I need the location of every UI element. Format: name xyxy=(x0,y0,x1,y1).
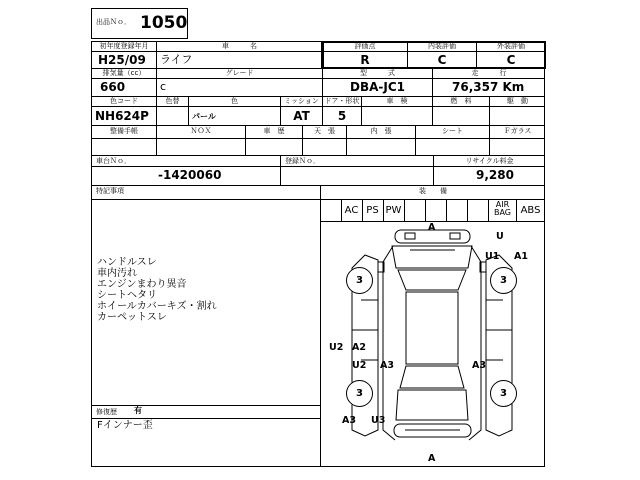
color-code-value: NH624P xyxy=(95,109,149,123)
remark-2: 車内汚れ xyxy=(97,268,137,279)
score-header: 評価点 xyxy=(354,42,376,50)
equipment-ac: AC xyxy=(344,205,359,216)
mark-left-a2: A2 xyxy=(352,342,366,353)
fglass-header: Ｆガラス xyxy=(503,127,532,135)
chassis-value: -1420060 xyxy=(158,168,222,182)
grade-header: グレード xyxy=(225,69,254,77)
manual-header: 整備手帳 xyxy=(110,127,138,135)
remark-1: ハンドルスレ xyxy=(97,257,157,268)
color-name-value: パール xyxy=(192,112,216,121)
wheel-front-right: 3 xyxy=(490,267,517,294)
equipment-abs: ABS xyxy=(520,205,541,216)
remark-6: カーペットスレ xyxy=(97,312,167,323)
score-value: R xyxy=(360,53,370,67)
remark-4: シートヘタリ xyxy=(97,290,157,301)
lot-number-value: 1050 xyxy=(140,13,188,33)
repair-label: 修復歴 xyxy=(96,408,117,416)
mark-right-a3: A3 xyxy=(472,360,486,371)
mark-front-bumper: A xyxy=(428,222,436,233)
lot-number-label: 出品Ｎｏ． xyxy=(96,18,131,26)
remark-5: ホイールカバーキズ・割れ xyxy=(97,301,217,312)
seat-header: シート xyxy=(442,127,463,135)
equipment-header: 装 備 xyxy=(419,187,447,195)
wheel-front-left: 3 xyxy=(346,267,373,294)
year-header: 初年度登録年月 xyxy=(99,42,149,50)
reg-header: 登録Ｎｏ． xyxy=(285,157,320,165)
transmission-header: ミッション xyxy=(284,97,319,105)
mark-right-u1: U1 xyxy=(485,251,500,262)
equipment-ps: PS xyxy=(366,205,379,216)
model-value: DBA-JC1 xyxy=(350,80,405,94)
doors-header: ドア・形状 xyxy=(324,97,360,105)
color-header: 色 xyxy=(231,97,238,105)
inspection-header: 車 検 xyxy=(386,97,408,105)
name-value: ライフ xyxy=(160,53,193,66)
color-tone-header: 色替 xyxy=(165,97,180,105)
fuel-header: 燃 料 xyxy=(450,97,472,105)
doors-value: 5 xyxy=(337,109,347,123)
model-header: 型 式 xyxy=(360,69,395,77)
wheel-rear-right: 3 xyxy=(490,380,517,407)
mark-rear-bumper: A xyxy=(428,453,436,464)
wheel-rear-left: 3 xyxy=(346,380,373,407)
recycle-value: 9,280 xyxy=(476,168,514,182)
equipment-airbag: AIR BAG xyxy=(493,200,512,217)
mark-rear-left-u3: U3 xyxy=(371,415,386,426)
remarks-header: 特記事項 xyxy=(96,187,124,195)
mileage-value: 76,357 Km xyxy=(452,80,525,94)
exterior-value: C xyxy=(506,53,516,67)
interior-header: 内装評価 xyxy=(428,42,456,50)
displacement-value: 660 xyxy=(100,80,126,94)
transmission-value: AT xyxy=(293,109,310,123)
year-value: H25/09 xyxy=(98,53,146,67)
name-header: 車 名 xyxy=(222,42,257,50)
mark-right-a1: A1 xyxy=(514,251,528,262)
mark-left-u2-outer: U2 xyxy=(329,342,344,353)
color-code-header: 色コード xyxy=(110,97,138,105)
mileage-header: 走 行 xyxy=(471,69,507,77)
grade-value: c xyxy=(160,80,167,93)
nox-header: ＮＯＸ xyxy=(190,127,212,135)
exterior-header: 外装評価 xyxy=(497,42,525,50)
recycle-header: リサイクル料金 xyxy=(465,157,514,165)
interior-value: C xyxy=(437,53,447,67)
mark-front-right-u: U xyxy=(496,231,504,242)
history-header: 車 歴 xyxy=(263,127,285,135)
drive-header: 駆 動 xyxy=(507,97,528,105)
repair-note: Fインナー歪 xyxy=(97,420,153,431)
repair-value: 有 xyxy=(134,406,142,415)
displacement-header: 排気量（cc） xyxy=(102,69,146,77)
mark-left-a3: A3 xyxy=(380,360,394,371)
sunroof-header: 天 張 xyxy=(314,127,335,135)
chassis-header: 車台Ｎｏ． xyxy=(96,157,131,165)
equipment-pw: PW xyxy=(385,205,402,216)
interior-cloth-header: 内 張 xyxy=(370,127,392,135)
mark-left-u2-inner: U2 xyxy=(352,360,367,371)
remark-3: エンジンまわり異音 xyxy=(97,279,187,290)
mark-rear-left-a3: A3 xyxy=(342,415,356,426)
